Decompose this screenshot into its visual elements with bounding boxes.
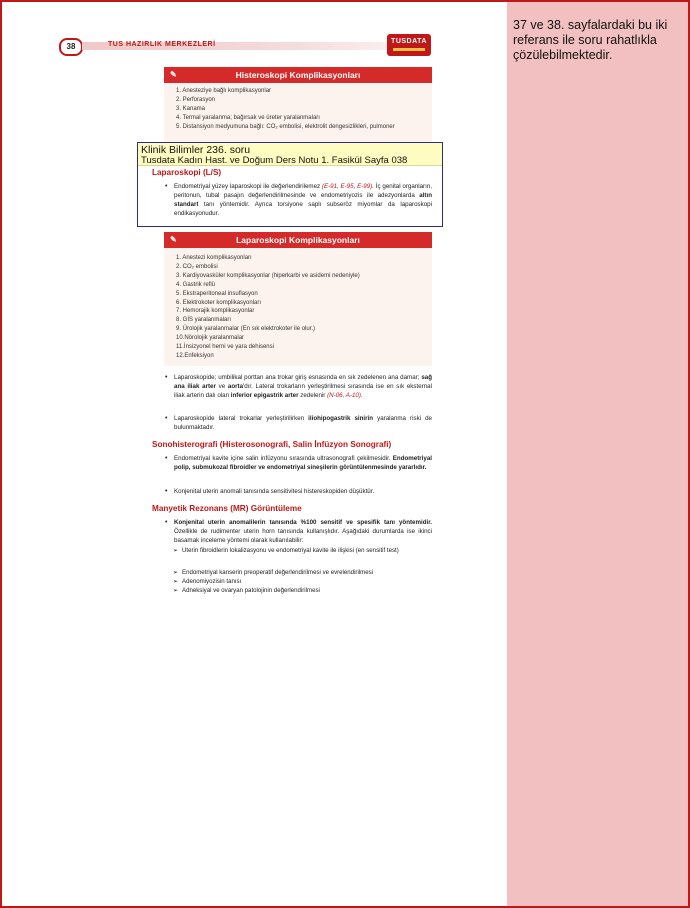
text: Endometriyal yüzey laparoskopi ile değerlendirilemez <box>174 183 321 190</box>
mr-sub-item: ➢ Adneksiyal ve ovaryan patolojinin değerlendirilmesi <box>182 587 432 596</box>
trocar-injury-bullet <box>174 373 432 400</box>
mr-bullet <box>174 518 432 545</box>
mr-sub-item: ➢ Adenomiyozisin tanısı <box>182 578 432 587</box>
reference-source: Tusdata Kadın Hast. ve Doğum Ders Notu 1. Fasikül Sayfa 038 <box>141 155 408 166</box>
logo-text: TUSDATA <box>391 38 427 45</box>
sono-bullet-2 <box>174 487 432 496</box>
bold-text: Konjenital uterin anomalilerin tanısında %100 sensitif ve spesifik tanı yöntemidir. <box>174 519 432 526</box>
sidebar-panel <box>507 2 688 906</box>
list-item: 4. Termal yaralanma; bağırsak ve üreter yaralanmaları <box>176 114 320 121</box>
citation: (N-06, A-10). <box>327 392 363 399</box>
list-item: 3. Kardiyovasküler komplikasyonlar (hiperkarbi ve asidemi nedeniyle) <box>176 272 360 279</box>
list-item: 5. Distansiyon medyumuna bağlı: CO₂ embolisi, elektrolit dengesizlikleri, pulmoner <box>176 123 395 130</box>
list-item: 1. Anesteziye bağlı komplikasyonlar <box>176 88 272 94</box>
text: ve <box>218 383 226 390</box>
pen-icon: ✎ <box>170 70 177 79</box>
list-item: 4. Gastrik reflü <box>176 281 216 288</box>
list-item: 2. Perforasyon <box>176 96 216 103</box>
mr-sub-item: ➢ Uterin fibroidlerin lokalizasyonu ve endometriyal kavite ile ilişkisi (en sensitif test) <box>182 547 432 556</box>
bold-text: aorta <box>227 383 244 390</box>
box-title: Histeroskopi Komplikasyonları <box>235 70 361 80</box>
list-item: 12.Enfeksiyon <box>176 352 214 359</box>
text: zedelenir <box>300 392 326 399</box>
sono-bullet-1 <box>174 454 432 472</box>
list-item: 9. Ürolojik yaralanmalar (En sık elektrokoter ile olur.) <box>176 326 316 333</box>
page-number: 38 <box>59 38 83 56</box>
list-item: 3. Kanama <box>176 105 206 112</box>
sidebar-note: 37 ve 38. sayfalardaki bu iki referans ile soru rahatlıkla çözülebilmektedir. <box>513 18 668 62</box>
complication-list <box>164 248 432 365</box>
list-item: 10.Nörolojik yaralanmalar <box>176 335 245 342</box>
text: 'dır. Lateral trokarların yerleştirilmesi sırasında ise en sık eksternal iliak arterin dalı olan <box>174 383 432 399</box>
bold-text: inferior epigastrik arter <box>230 392 299 399</box>
tusdata-logo <box>387 34 431 56</box>
bold-text: altın standart <box>174 192 432 208</box>
list-item: 2. CO₂ embolisi <box>176 263 218 270</box>
nerve-injury-bullet <box>174 414 432 432</box>
list-item: 6. Elektrokoter komplikasyonları <box>176 299 262 306</box>
citation: (E-91, E-95, E-99). <box>321 183 374 190</box>
list-item: 11.İnsizyonel herni ve yara dehisensi <box>176 344 274 351</box>
text: Konjenital uterin anomali tanısında sensitivitesi histereskopiden düşüktür. <box>174 488 375 495</box>
bold-text: sağ ana iliak arter <box>174 374 432 390</box>
hysteroscopy-complications-box <box>164 67 432 143</box>
text: Özellikle de rudimenter uterin horn tanısında kullanışlıdır. Aşağıdaki durumlarda ise ikinci basamak inceleme yöntemi olarak kullanılabilir: <box>174 528 432 544</box>
text: tanı yöntemidir. Ayrıca torsiyone saplı subseröz miyomlar da laparoskopi endikasyonudur. <box>174 201 432 217</box>
text: Laparoskopide lateral trokarlar yerleştirilirken <box>174 415 305 422</box>
laparoscopy-heading: Laparoskopi (L/S) <box>152 168 222 177</box>
bold-text: Endometriyal polip, submukozal fibroidler ve endometriyal sineşilerin görüntülenmesinde yararlıdır. <box>174 455 432 471</box>
reference-question: Klinik Bilimler 236. soru <box>141 144 251 156</box>
mr-heading: Manyetik Rezonans (MR) Görüntüleme <box>152 504 302 513</box>
header-title: TUS HAZIRLIK MERKEZLERİ <box>108 41 216 48</box>
list-item: 8. GİS yaralanmaları <box>176 317 232 324</box>
list-item: 7. Hemorajik komplikasyonlar <box>176 308 255 315</box>
laparoscopy-bullet <box>174 182 432 218</box>
box-header <box>164 232 432 248</box>
list-item: 1. Anestezi komplikasyonları <box>176 255 252 261</box>
text: Endometriyal kavite içine salin infüzyonu sırasında ultrasonografi çekilmesidir. <box>174 455 391 462</box>
mr-sub-item: ➢ Endometriyal kanserin preoperatif değerlendirilmesi ve evrelendirilmesi <box>182 569 432 578</box>
text: İç genital organların, peritonun, tubal pasajın değerlendirilmesinde ve endometriyozis ile adezyonlarda <box>174 183 432 199</box>
box-title: Laparoskopi Komplikasyonları <box>236 235 360 245</box>
bold-text: iliohipogastrik sinirin <box>308 415 374 422</box>
text: Laparoskopide; umbilikal porttan ana trokar giriş esnasında en sık zedelenen ana damar; <box>174 374 420 381</box>
complication-list <box>164 83 432 136</box>
sonohysterography-heading: Sonohisterografi (Histerosonografi, Salin İnfüzyon Sonografi) <box>152 440 392 449</box>
pen-icon: ✎ <box>170 235 177 244</box>
text: yaralanma riski de bulunmaktadır. <box>174 415 432 431</box>
laparoscopy-complications-box <box>164 232 432 366</box>
box-header <box>164 67 432 83</box>
list-item: 5. Ekstraperitoneal insuflasyon <box>176 290 258 297</box>
logo-stripe <box>393 48 425 51</box>
